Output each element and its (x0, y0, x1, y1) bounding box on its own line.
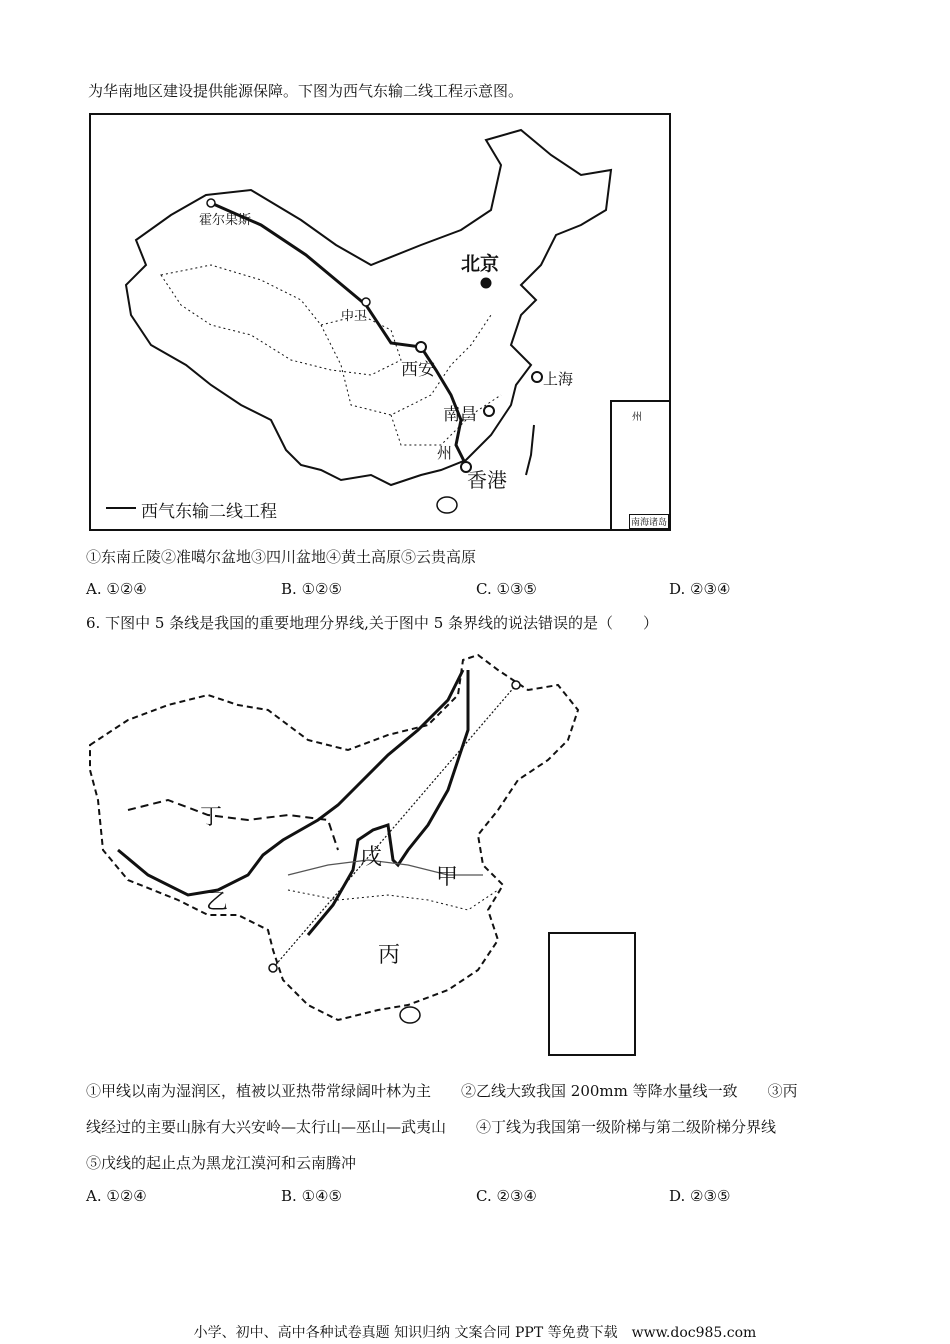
option-value: ②③⑤ (690, 1187, 731, 1205)
label-zhongwei: 中卫 (341, 309, 368, 324)
option-letter: D. (669, 580, 686, 598)
option-value: ①②④ (106, 580, 147, 598)
label-hongkong: 香港 (467, 468, 507, 492)
option-letter: C. (476, 580, 492, 598)
label-horgos: 霍尔果斯 (199, 213, 252, 228)
option-letter: D. (669, 1187, 686, 1205)
inset-title: 南海诸岛 (629, 514, 669, 529)
option-letter: A. (86, 580, 102, 598)
option-value: ②③④ (496, 1187, 537, 1205)
label-wu: 戊 (360, 845, 383, 870)
label-guangzhou: 州 (437, 444, 453, 462)
q6-option-a[interactable] (86, 1187, 147, 1205)
q6-option-d[interactable] (669, 1187, 730, 1205)
q6-statements-line-2: 线经过的主要山脉有大兴安岭—太行山—巫山—武夷山 ④丁线为我国第一级阶梯与第二级阶梯分界线 (86, 1118, 777, 1136)
option-value: ②③④ (690, 580, 731, 598)
china-outline (91, 115, 669, 529)
south-china-sea-inset (610, 400, 671, 531)
label-beijing: 北京 (461, 253, 500, 275)
option-value: ①③⑤ (496, 580, 537, 598)
geographic-boundaries-map (88, 650, 648, 1060)
intro-text: 为华南地区建设提供能源保障。下图为西气东输二线工程示意图。 (88, 82, 524, 100)
inset-city-label: 州 (632, 412, 642, 423)
option-letter: A. (86, 1187, 102, 1205)
option-value: ①④⑤ (301, 1187, 342, 1205)
option-value: ①②⑤ (301, 580, 342, 598)
label-shanghai: 上海 (543, 370, 574, 388)
west-east-gas-pipeline-map (89, 113, 671, 531)
option-value: ①②④ (106, 1187, 147, 1205)
q5-option-a[interactable] (86, 580, 147, 598)
south-china-sea-inset (548, 932, 636, 1056)
q6-stem: 6. 下图中 5 条线是我国的重要地理分界线,关于图中 5 条界线的说法错误的是（ ） (86, 614, 659, 632)
option-letter: B. (281, 580, 297, 598)
label-nanchang: 南昌 (443, 405, 477, 425)
q5-option-d[interactable] (669, 580, 730, 598)
option-letter: B. (281, 1187, 297, 1205)
legend-pipeline: 西气东输二线工程 (141, 502, 277, 522)
q5-option-b[interactable] (281, 580, 342, 598)
option-letter: C. (476, 1187, 492, 1205)
label-yi: 乙 (206, 890, 229, 915)
footer-text: 小学、初中、高中各种试卷真题 知识归纳 文案合同 PPT 等免费下载 www.doc985.com (193, 1325, 757, 1341)
q6-statements-line-3: ⑤戊线的起止点为黑龙江漠河和云南腾冲 (86, 1154, 357, 1172)
q5-option-c[interactable] (476, 580, 537, 598)
q6-option-b[interactable] (281, 1187, 342, 1205)
label-xian: 西安 (401, 360, 435, 380)
q6-option-c[interactable] (476, 1187, 537, 1205)
label-jia: 甲 (436, 865, 459, 890)
q5-statements: ①东南丘陵②准噶尔盆地③四川盆地④黄土高原⑤云贵高原 (86, 548, 477, 566)
q6-statements-line-1: ①甲线以南为湿润区，植被以亚热带常绿阔叶林为主 ②乙线大致我国 200mm 等降水量线一致 ③丙 (86, 1082, 798, 1100)
label-bing: 丙 (378, 943, 401, 968)
label-ding: 丁 (200, 805, 223, 830)
